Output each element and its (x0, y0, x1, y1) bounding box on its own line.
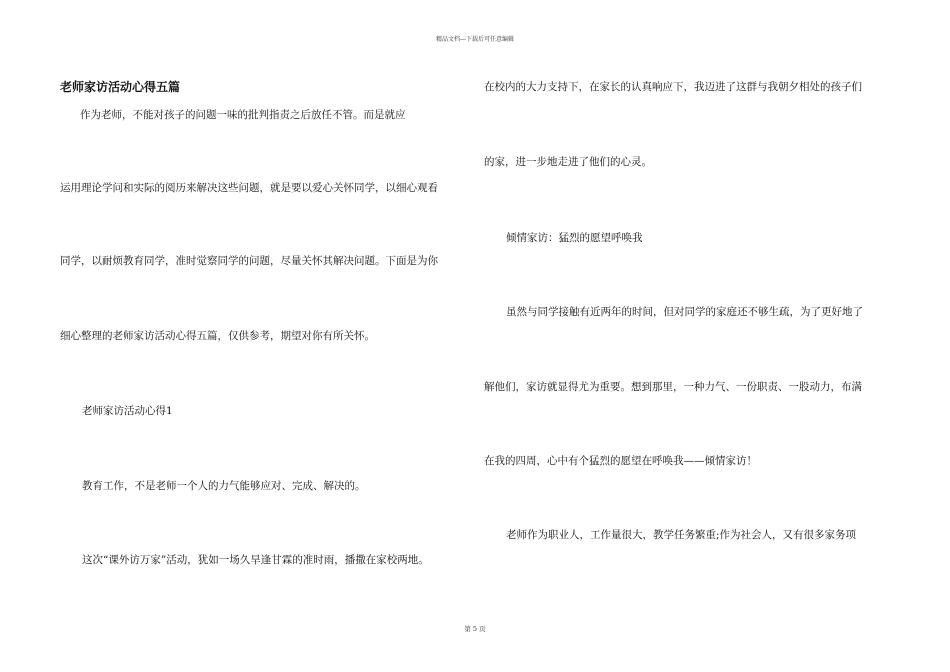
paragraph-line: 同学，以耐烦教育同学，准时觉察同学的问题，尽量关怀其解决问题。下面是为你 (60, 255, 438, 267)
paragraph-line: 老师作为职业人，工作量很大，教学任务繁重;作为社会人，又有很多家务项 (506, 529, 857, 541)
paragraph-line: 细心整理的老师家访活动心得五篇，仅供参考，期望对你有所关怀。 (60, 330, 375, 342)
section-heading: 老师家访活动心得1 (82, 405, 173, 417)
section-subheading: 倾情家访：猛烈的愿望呼唤我 (506, 232, 643, 244)
paragraph-line: 作为老师，不能对孩子的问题一味的批判指责之后放任不管。而是就应 (80, 109, 406, 121)
paragraph-line: 的家，进一步地走进了他们的心灵。 (484, 156, 652, 168)
paragraph-line: 在我的四周，心中有个猛烈的愿望在呼唤我——倾情家访！ (484, 455, 757, 467)
paragraph-line: 运用理论学问和实际的阅历来解决这些问题，就是要以爱心关怀同学，以细心观看 (60, 182, 438, 194)
paragraph-line: 这次“课外访万家”活动，犹如一场久旱逢甘霖的准时雨，播撒在家校两地。 (82, 554, 429, 566)
paragraph-line: 在校内的大力支持下，在家长的认真响应下，我迈进了这群与我朝夕相处的孩子们 (484, 81, 862, 93)
document-title: 老师家访活动心得五篇 (60, 80, 181, 94)
page-number: 第 5 页 (464, 625, 486, 633)
paragraph-line: 解他们，家访就显得尤为重要。想到那里，一种力气、一份职责、一股动力，布满 (484, 381, 862, 393)
paragraph-line: 教育工作，不是老师一个人的力气能够应对、完成、解决的。 (82, 480, 366, 492)
paragraph-line: 虽然与同学接触有近两年的时间，但对同学的家庭还不够生疏，为了更好地了 (506, 306, 863, 318)
page-header-note: 精品文档---下载后可任意编辑 (435, 36, 515, 43)
